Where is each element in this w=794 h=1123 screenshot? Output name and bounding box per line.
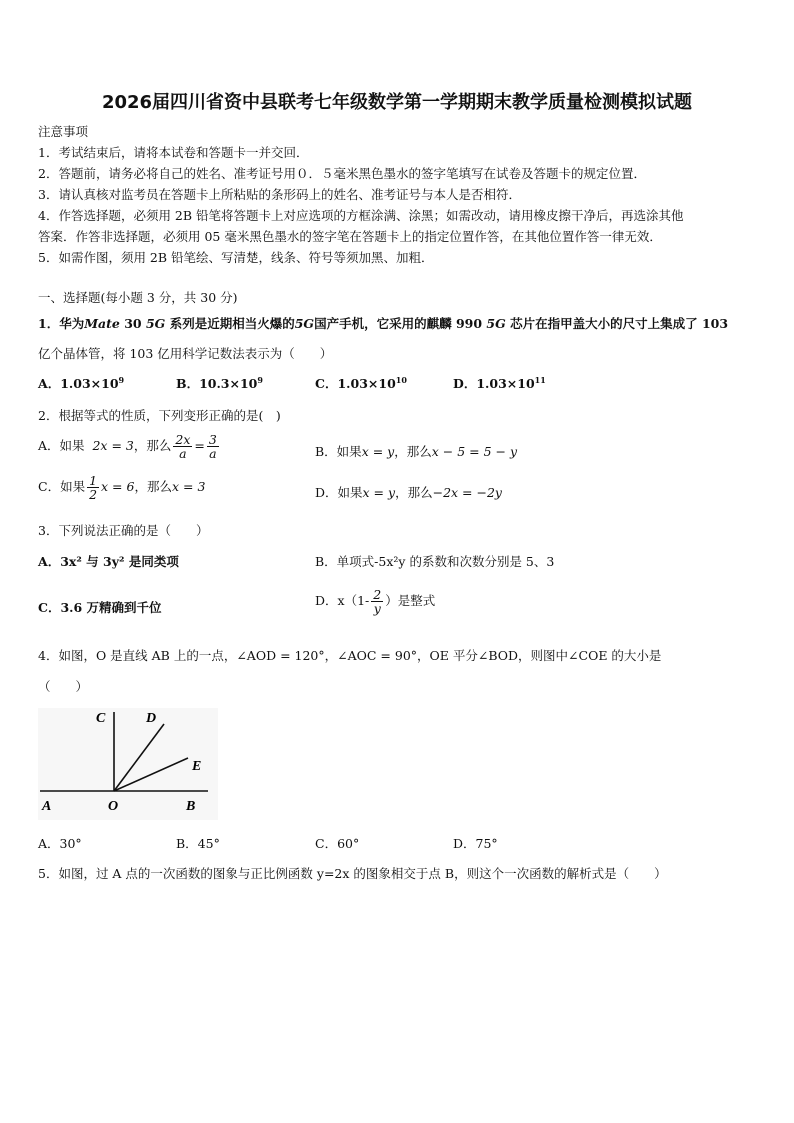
note-item: 答案．作答非选择题，必须用 05 毫米黑色墨水的签字笔在答题卡上的指定位置作答，在其他位置作答一律无效．: [38, 229, 662, 244]
q4-option-c: C．60°: [315, 836, 360, 851]
q4-option-a: A．30°: [38, 836, 82, 851]
q1-stem-line1: 1．华为Mate 30 5G 系列是近期相当火爆的5G国产手机，它采用的麒麟 990 5G 芯片在指甲盖大小的尺寸上集成了 103: [38, 316, 729, 331]
angle-diagram: [38, 708, 218, 820]
note-item: 2．答题前，请务必将自己的姓名、准考证号用０．５毫米黑色墨水的签字笔填写在试卷及答题卡的规定位置．: [38, 166, 646, 181]
label-d: D: [146, 711, 157, 726]
q1-option-d: D．$1.03\times 10^{11}$: [453, 374, 546, 391]
label-e: E: [192, 759, 202, 774]
note-item: 4．作答选择题，必须用 2B 铅笔将答题卡上对应选项的方框涂满、涂黑；如需改动，请用橡皮擦干净后，再选涂其他: [38, 208, 684, 223]
label-o: O: [108, 799, 119, 814]
q3-stem: 3．下列说法正确的是（ ）: [38, 523, 209, 538]
q1-option-c: C．$1.03\times 10^{10}$: [315, 374, 407, 391]
q4-option-b: B．45°: [176, 836, 220, 851]
q5-stem: 5．如图，过 A 点的一次函数的图象与正比例函数 y=2x 的图象相交于点 B，则这个一次函数的解析式是（ ）: [38, 866, 667, 881]
note-item: 1．考试结束后，请将本试卷和答题卡一并交回．: [38, 145, 309, 160]
section-heading: 一、选择题(每小题 3 分，共 30 分): [38, 290, 238, 305]
q1-option-b: B．$10.3\times 10^9$: [176, 374, 263, 391]
page-title: 2026届四川省资中县联考七年级数学第一学期期末教学质量检测模拟试题: [101, 92, 693, 113]
q3-option-b: B．单项式-5x²y 的系数和次数分别是 5、3: [315, 554, 555, 569]
note-item: 3．请认真核对监考员在答题卡上所粘贴的条形码上的姓名、准考证号与本人是否相符．: [38, 187, 521, 202]
label-a: A: [42, 799, 52, 814]
q2-option-c: C．如果 $\frac{1}{2}$ x = 6，那么x = 3: [38, 473, 206, 503]
q3-option-a: A．3x² 与 3y² 是同类项: [38, 554, 179, 569]
note-item: 5．如需作图，须用 2B 铅笔绘、写清楚，线条、符号等须加黑、加粗．: [38, 250, 434, 265]
q2-option-b: B．如果x = y，那么x − 5 = 5 − y: [315, 444, 518, 459]
label-b: B: [186, 799, 196, 814]
q1-stem-line2: 亿个晶体管，将 103 亿用科学记数法表示为（ ）: [38, 346, 333, 361]
q2-option-a: A．如果 2x = 3，那么 $\frac{2x}{a}$ = $\frac{3}{a}$: [38, 432, 217, 462]
q3-option-d: D．x（1- $\frac{2}{y}$ ）是整式: [315, 587, 436, 617]
q3-option-c: C．3.6 万精确到千位: [38, 600, 162, 615]
q4-stem-line1: 4．如图，O 是直线 AB 上的一点，∠AOD = 120°，∠AOC = 90°，OE 平分∠BOD，则图中∠COE 的大小是: [38, 648, 662, 663]
q4-option-d: D．75°: [453, 836, 498, 851]
label-c: C: [96, 711, 106, 726]
notes-heading: 注意事项: [38, 124, 89, 139]
q4-stem-line2: （ ）: [38, 679, 89, 694]
q1-option-a: A．$1.03\times 10^9$: [38, 374, 125, 391]
q2-stem: 2．根据等式的性质，下列变形正确的是( ): [38, 408, 281, 423]
q2-option-d: D．如果x = y，那么−2x = −2y: [315, 485, 502, 500]
